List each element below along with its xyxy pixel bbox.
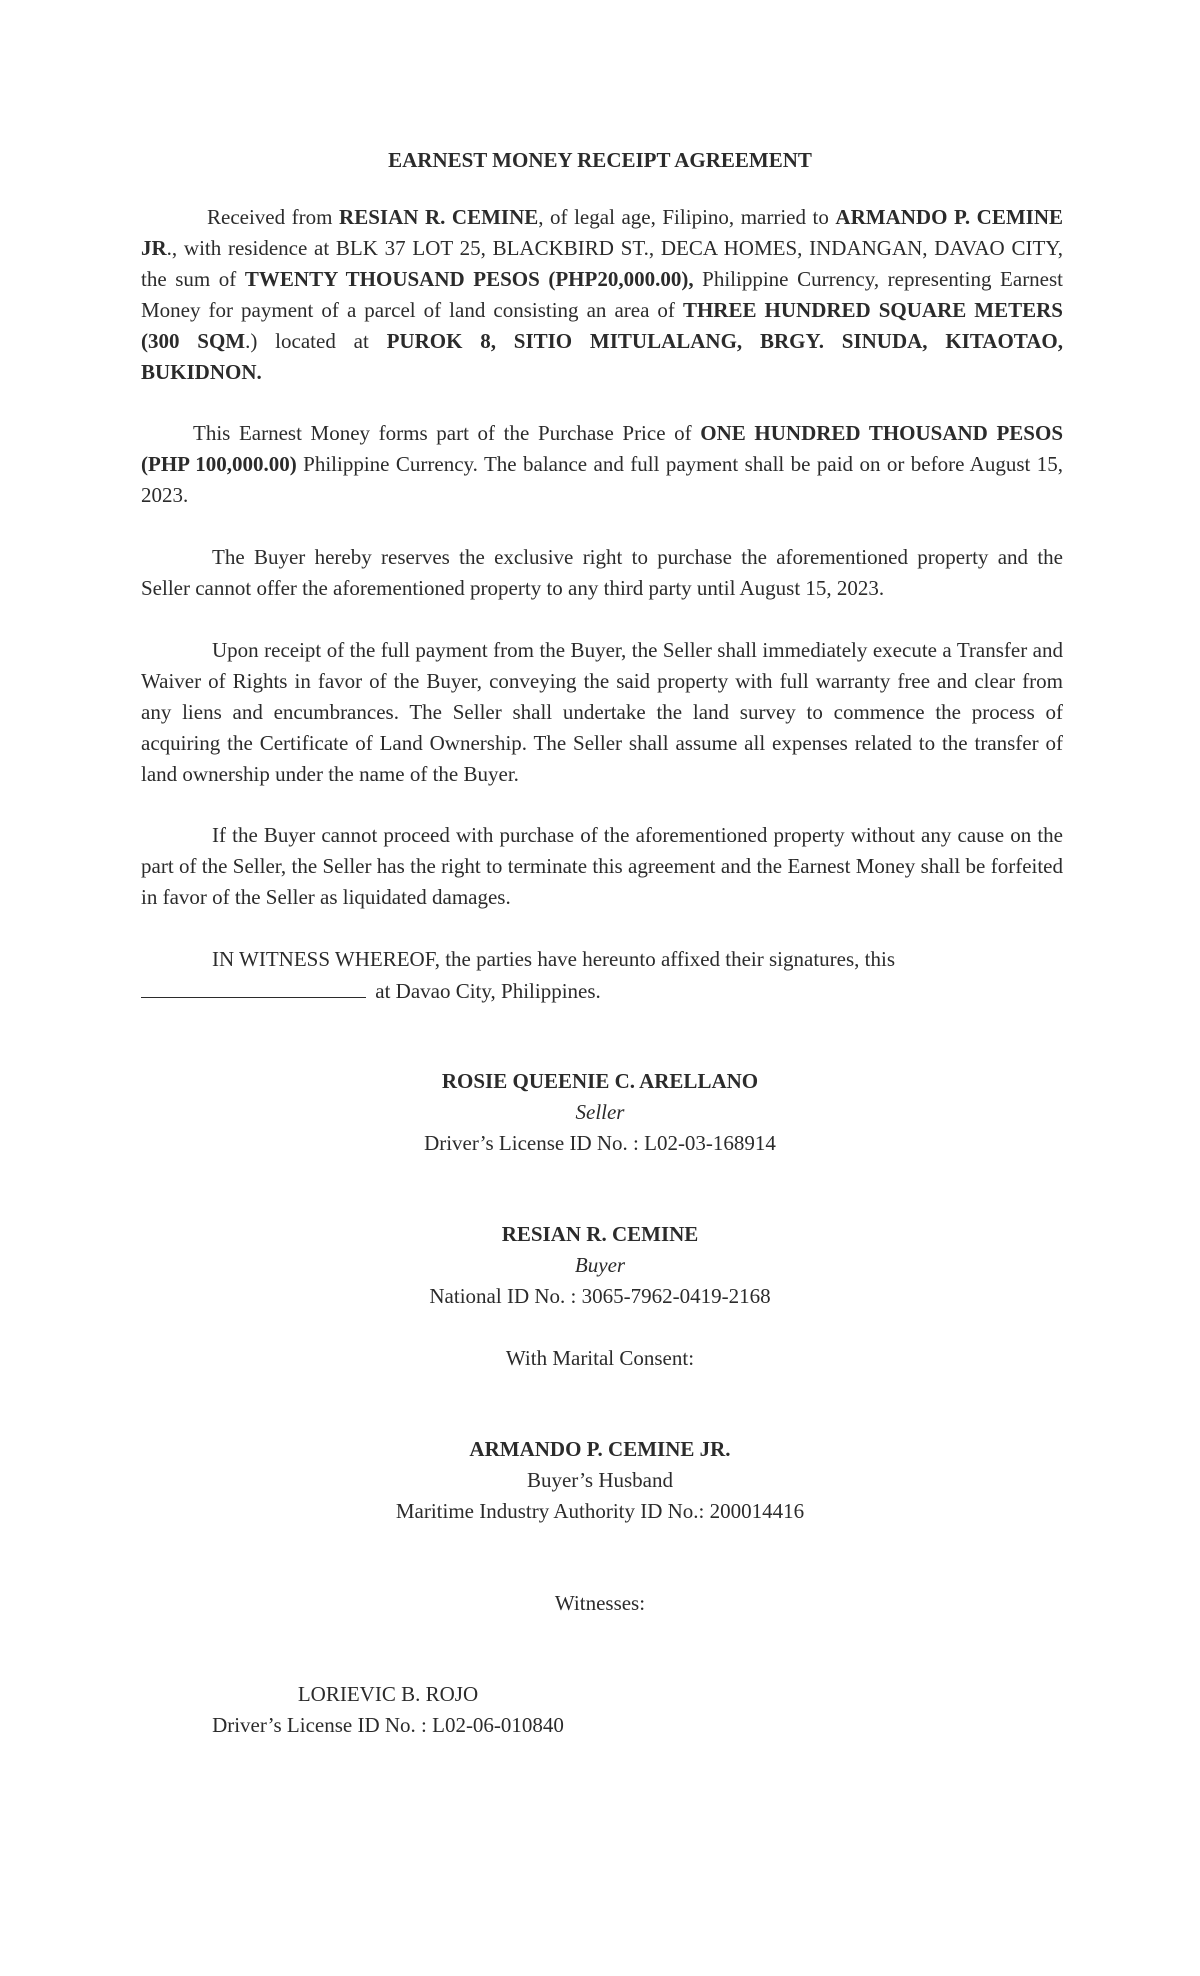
witness-name: LORIEVIC B. ROJO [297, 1682, 479, 1706]
seller-role: Seller [575, 1100, 625, 1124]
witness-id: Driver’s License ID No. : L02-06-010840 [212, 1713, 564, 1737]
text-run: Received from [207, 205, 340, 229]
buyer-id: National ID No. : 3065-7962-0419-2168 [429, 1284, 771, 1308]
husband-role: Buyer’s Husband [526, 1468, 673, 1492]
husband-id: Maritime Industry Authority ID No.: 200014416 [395, 1499, 805, 1523]
location-bold: PUROK 8, SITIO MITULALANG, BRGY. SINUDA, KITAOTAO, BUKIDNON. [141, 329, 1064, 384]
amount-bold: TWENTY THOUSAND PESOS (PHP20,000.00), [244, 267, 694, 291]
paragraph-full-payment [141, 635, 1063, 790]
buyer-role: Buyer [574, 1253, 626, 1277]
husband-signature-block [0, 1434, 1200, 1527]
text-run: This Earnest Money forms part of the Purchase Price of [193, 421, 701, 445]
text-run: ., with residence at BLK 37 LOT 25, BLACKBIRD ST., DECA HOMES, INDANGAN, DAVAO CITY, the sum of [141, 236, 1063, 291]
paragraph-witness-whereof [141, 944, 1063, 1007]
paragraph-exclusive-right [141, 542, 1063, 604]
witness-signature-block [0, 1679, 776, 1741]
seller-name: ROSIE QUEENIE C. ARELLANO [441, 1069, 759, 1093]
witnesses-label: Witnesses: [554, 1591, 646, 1615]
text-run: Philippine Currency. The balance and full payment shall be paid on or before August 15, 2023. [141, 452, 1063, 507]
paragraph-receipt [141, 202, 1063, 388]
buyer-signature-block [0, 1219, 1200, 1312]
buyer-name: RESIAN R. CEMINE [501, 1222, 699, 1246]
text-run: , of legal age, Filipino, married to [538, 205, 836, 229]
spouse-name-bold: ARMANDO P. CEMINE JR [141, 205, 1063, 260]
paragraph-purchase-price [141, 418, 1063, 511]
text-run: .) located at [245, 329, 387, 353]
text-run: The Buyer hereby reserves the exclusive right to purchase the aforementioned property and the Seller cannot offer the aforementioned property to any third party until August 15, 2023. [141, 545, 1063, 600]
price-bold: ONE HUNDRED THOUSAND PESOS (PHP 100,000.00) [141, 421, 1063, 476]
paragraph-forfeiture [141, 820, 1063, 913]
text-run: at Davao City, Philippines. [370, 979, 601, 1003]
date-blank-line [141, 975, 366, 998]
marital-consent-label: With Marital Consent: [505, 1346, 695, 1370]
document-title: EARNEST MONEY RECEIPT AGREEMENT [388, 148, 812, 172]
text-run: IN WITNESS WHEREOF, the parties have hereunto affixed their signatures, this [212, 947, 896, 971]
text-run: If the Buyer cannot proceed with purchase of the aforementioned property without any cause on the part of the Seller, the Seller has the right to terminate this agreement and the Earnest Money shall be forfeited in favor of the Seller as liquidated damages. [141, 823, 1063, 909]
text-run: Philippine Currency, representing Earnest Money for payment of a parcel of land consisting an area of [141, 267, 1064, 322]
area-bold: THREE HUNDRED SQUARE METERS (300 SQM [141, 298, 1063, 353]
buyer-name-bold: RESIAN R. CEMINE [339, 205, 539, 229]
text-run: Upon receipt of the full payment from the Buyer, the Seller shall immediately execute a Transfer and Waiver of Rights in favor of the Buyer, conveying the said property with full warranty free and clear from any liens and encumbrances. The Seller shall undertake the land survey to commence the process of acquiring the Certificate of Land Ownership. The Seller shall assume all expenses related to the transfer of land ownership under the name of the Buyer. [141, 638, 1063, 786]
seller-id: Driver’s License ID No. : L02-03-168914 [424, 1131, 776, 1155]
seller-signature-block [0, 1066, 1200, 1159]
husband-name: ARMANDO P. CEMINE JR. [469, 1437, 731, 1461]
